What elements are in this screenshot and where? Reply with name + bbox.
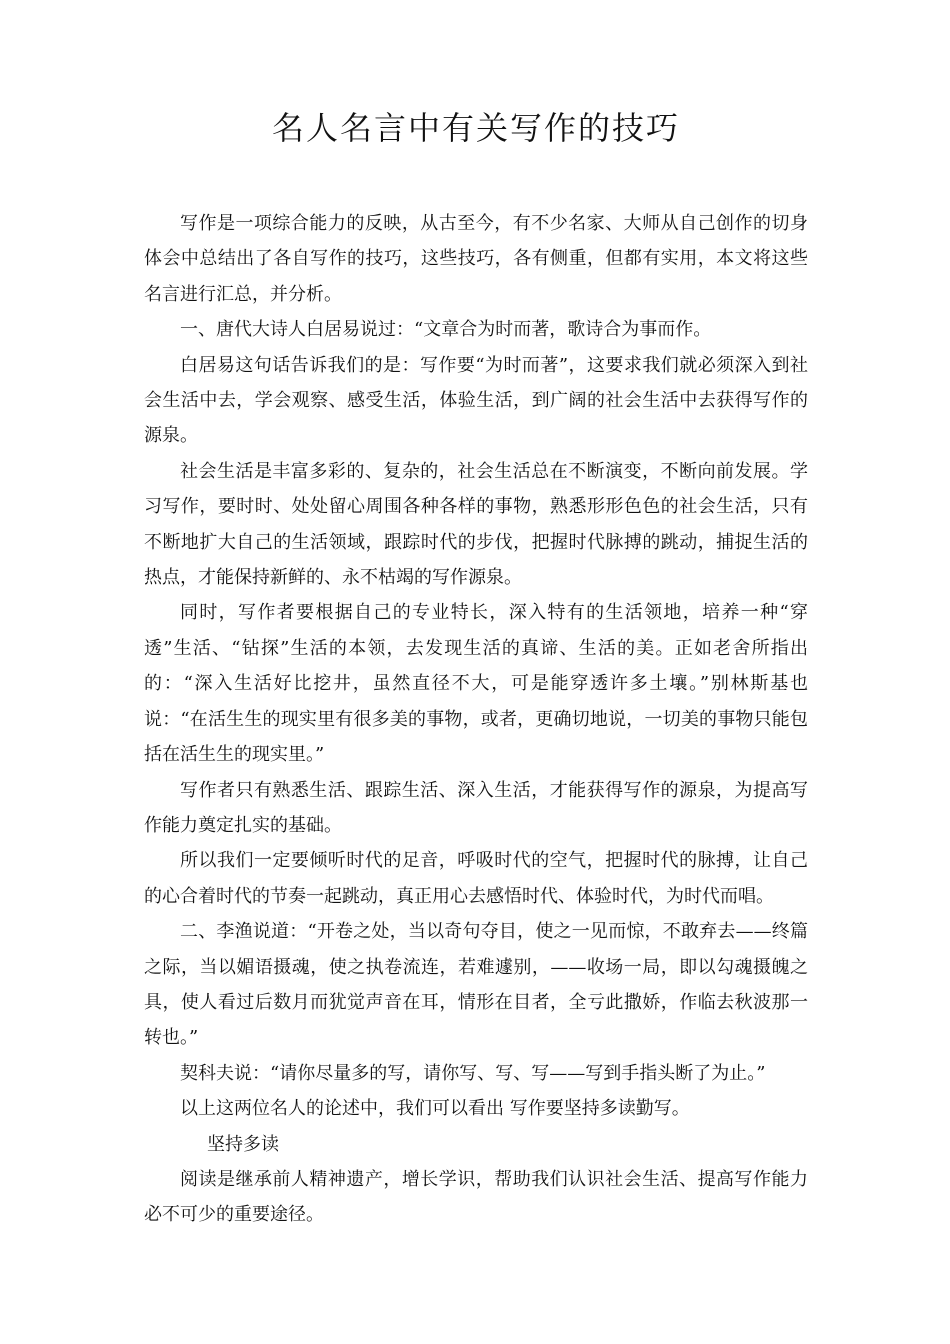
paragraph: 所以我们一定要倾听时代的足音，呼吸时代的空气，把握时代的脉搏，让自己的心合着时代的节奏一起跳动，真正用心去感悟时代、体验时代，为时代而唱。 [144,850,808,907]
subheading-read-more: 坚持多读 [207,1133,279,1155]
paragraph: 契科夫说：“请你尽量多的写，请你写、写、写——写到手指头断了为止。” [180,1062,766,1084]
paragraph: 白居易这句话告诉我们的是：写作要“为时而著”，这要求我们就必须深入到社会生活中去，学会观察、感受生活，体验生活，到广阔的社会生活中去获得写作的源泉。 [144,354,808,447]
paragraph-section-two-heading: 二、李渔说道：“开卷之处，当以奇句夺目，使之一见而惊，不敢弃去——终篇之际，当以媚语摄魂，使之执卷流连，若难遽别，——收场一局，即以勾魂摄魄之具，使人看过后数月而犹觉声音在耳，情形在目者，全亏此撒娇，作临去秋波那一转也。” [144,921,808,1049]
paragraph: 阅读是继承前人精神遗产，增长学识，帮助我们认识社会生活、提高写作能力必不可少的重要途径。 [144,1168,808,1226]
document-body [144,206,808,1233]
paragraph: 写作者只有熟悉生活、跟踪生活、深入生活，才能获得写作的源泉，为提高写作能力奠定扎实的基础。 [144,779,808,836]
paragraph: 同时，写作者要根据自己的专业特长，深入特有的生活领地，培养一种“穿透”生活、“钻探”生活的本领，去发现生活的真谛、生活的美。正如老舍所指出的：“深入生活好比挖井，虽然直径不大，可是能穿透许多土壤。”别林斯基也说：“在活生生的现实里有很多美的事物，或者，更确切地说，一切美的事物只能包括在活生生的现实里。” [144,602,808,766]
paragraph-section-one-heading: 一、唐代大诗人白居易说过：“文章合为时而著，歌诗合为事而作。 [180,319,712,341]
paragraph: 社会生活是丰富多彩的、复杂的，社会生活总在不断演变，不断向前发展。学习写作，要时时、处处留心周围各种各样的事物，熟悉形形色色的社会生活，只有不断地扩大自己的生活领域，跟踪时代的步伐，把握时代脉搏的跳动，捕捉生活的热点，才能保持新鲜的、永不枯竭的写作源泉。 [144,460,808,589]
paragraph-intro: 写作是一项综合能力的反映，从古至今，有不少名家、大师从自己创作的切身体会中总结出了各自写作的技巧，这些技巧，各有侧重，但都有实用，本文将这些名言进行汇总，并分析。 [144,213,808,305]
paragraph: 以上这两位名人的论述中，我们可以看出 写作要坚持多读勤写。 [180,1098,690,1120]
document-title: 名人名言中有关写作的技巧 [271,109,680,147]
